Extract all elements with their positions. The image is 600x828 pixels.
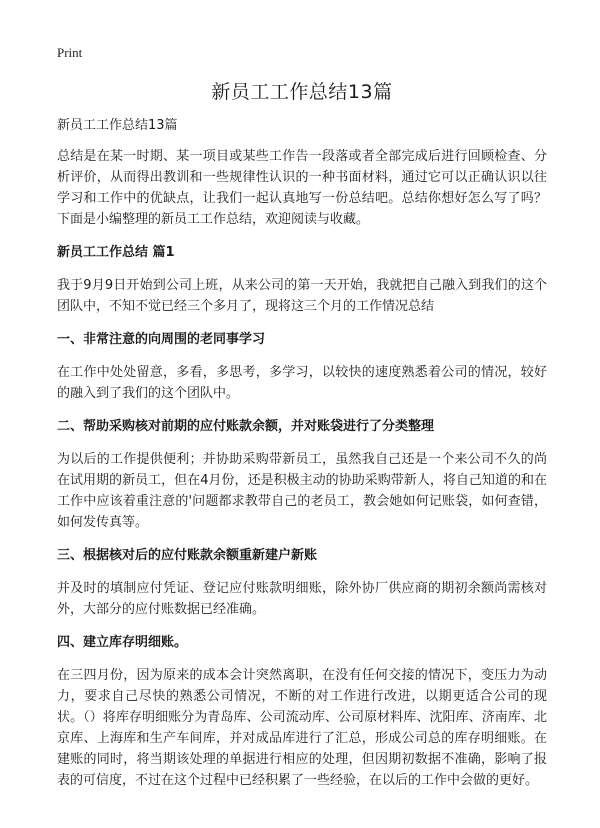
section-1-heading: 新员工工作总结 篇1	[57, 245, 175, 260]
point-2-heading: 二、帮助采购核对前期的应付账款余额，并对账袋进行了分类整理	[57, 419, 435, 434]
document-subtitle: 新员工工作总结13篇	[57, 118, 178, 133]
intro-paragraph: 总结是在某一时期、某一项目或某些工作告一段落或者全部完成后进行回顾检查、分析评价，从而得出教训和一些规律性认识的一种书面材料，通过它可以正确认识以往学习和工作中的优缺点，让我们一起认真地写一份总结吧。总结你想好怎么写了吗？下面是小编整理的新员工工作总结，欢迎阅读与收藏。	[57, 149, 547, 227]
point-4-paragraph: 在三四月份，因为原来的成本会计突然离职，在没有任何交接的情况下，变压力为动力，要求自己尽快的熟悉公司情况，不断的对工作进行改进，以期更适合公司的现状。（）将库存明细账分为青岛库、公司流动库、公司原材料库、沈阳库、济南库、北京库、上海库和生产车间库，并对成品库进行了汇总，形成公司总的库存明细账。在建账的同时，将当期该处理的单据进行相应的处理，但因期初数据不准确，影响了报表的可信度，不过在这个过程中已经积累了一些经验，在以后的工作中会做的更好。	[57, 668, 547, 788]
document-body	[57, 80, 547, 804]
point-1-paragraph: 在工作中处处留意，多看，多思考，多学习，以较快的速度熟悉着公司的情况，较好的融入到了我们的这个团队中。	[57, 365, 547, 401]
section-1-paragraph: 我于9月9日开始到公司上班，从来公司的第一天开始，我就把自己融入到我们的这个团队中，不知不觉已经三个多月了，现将这三个月的工作情况总结	[57, 278, 547, 314]
document-title: 新员工工作总结13篇	[211, 81, 393, 103]
point-4-heading: 四、建立库存明细账。	[57, 635, 188, 650]
point-1-heading: 一、非常注意的向周围的老同事学习	[57, 332, 266, 347]
point-2-paragraph: 为以后的工作提供便利；并协助采购带新员工，虽然我自己还是一个来公司不久的尚在试用期的新员工，但在4月份，还是积极主动的协助采购带新人，将自己知道的和在工作中应该着重注意的'问题都求教带自己的老员工，教会她如何记账袋，如何查错，如何发传真等。	[57, 452, 547, 530]
point-3-heading: 三、根据核对后的应付账款余额重新建户新账	[57, 548, 318, 563]
print-label[interactable]: Print	[57, 45, 83, 60]
point-3-paragraph: 并及时的填制应付凭证、登记应付账款明细账，除外协厂供应商的期初余额尚需核对外，大部分的应付账数据已经准确。	[57, 581, 547, 617]
